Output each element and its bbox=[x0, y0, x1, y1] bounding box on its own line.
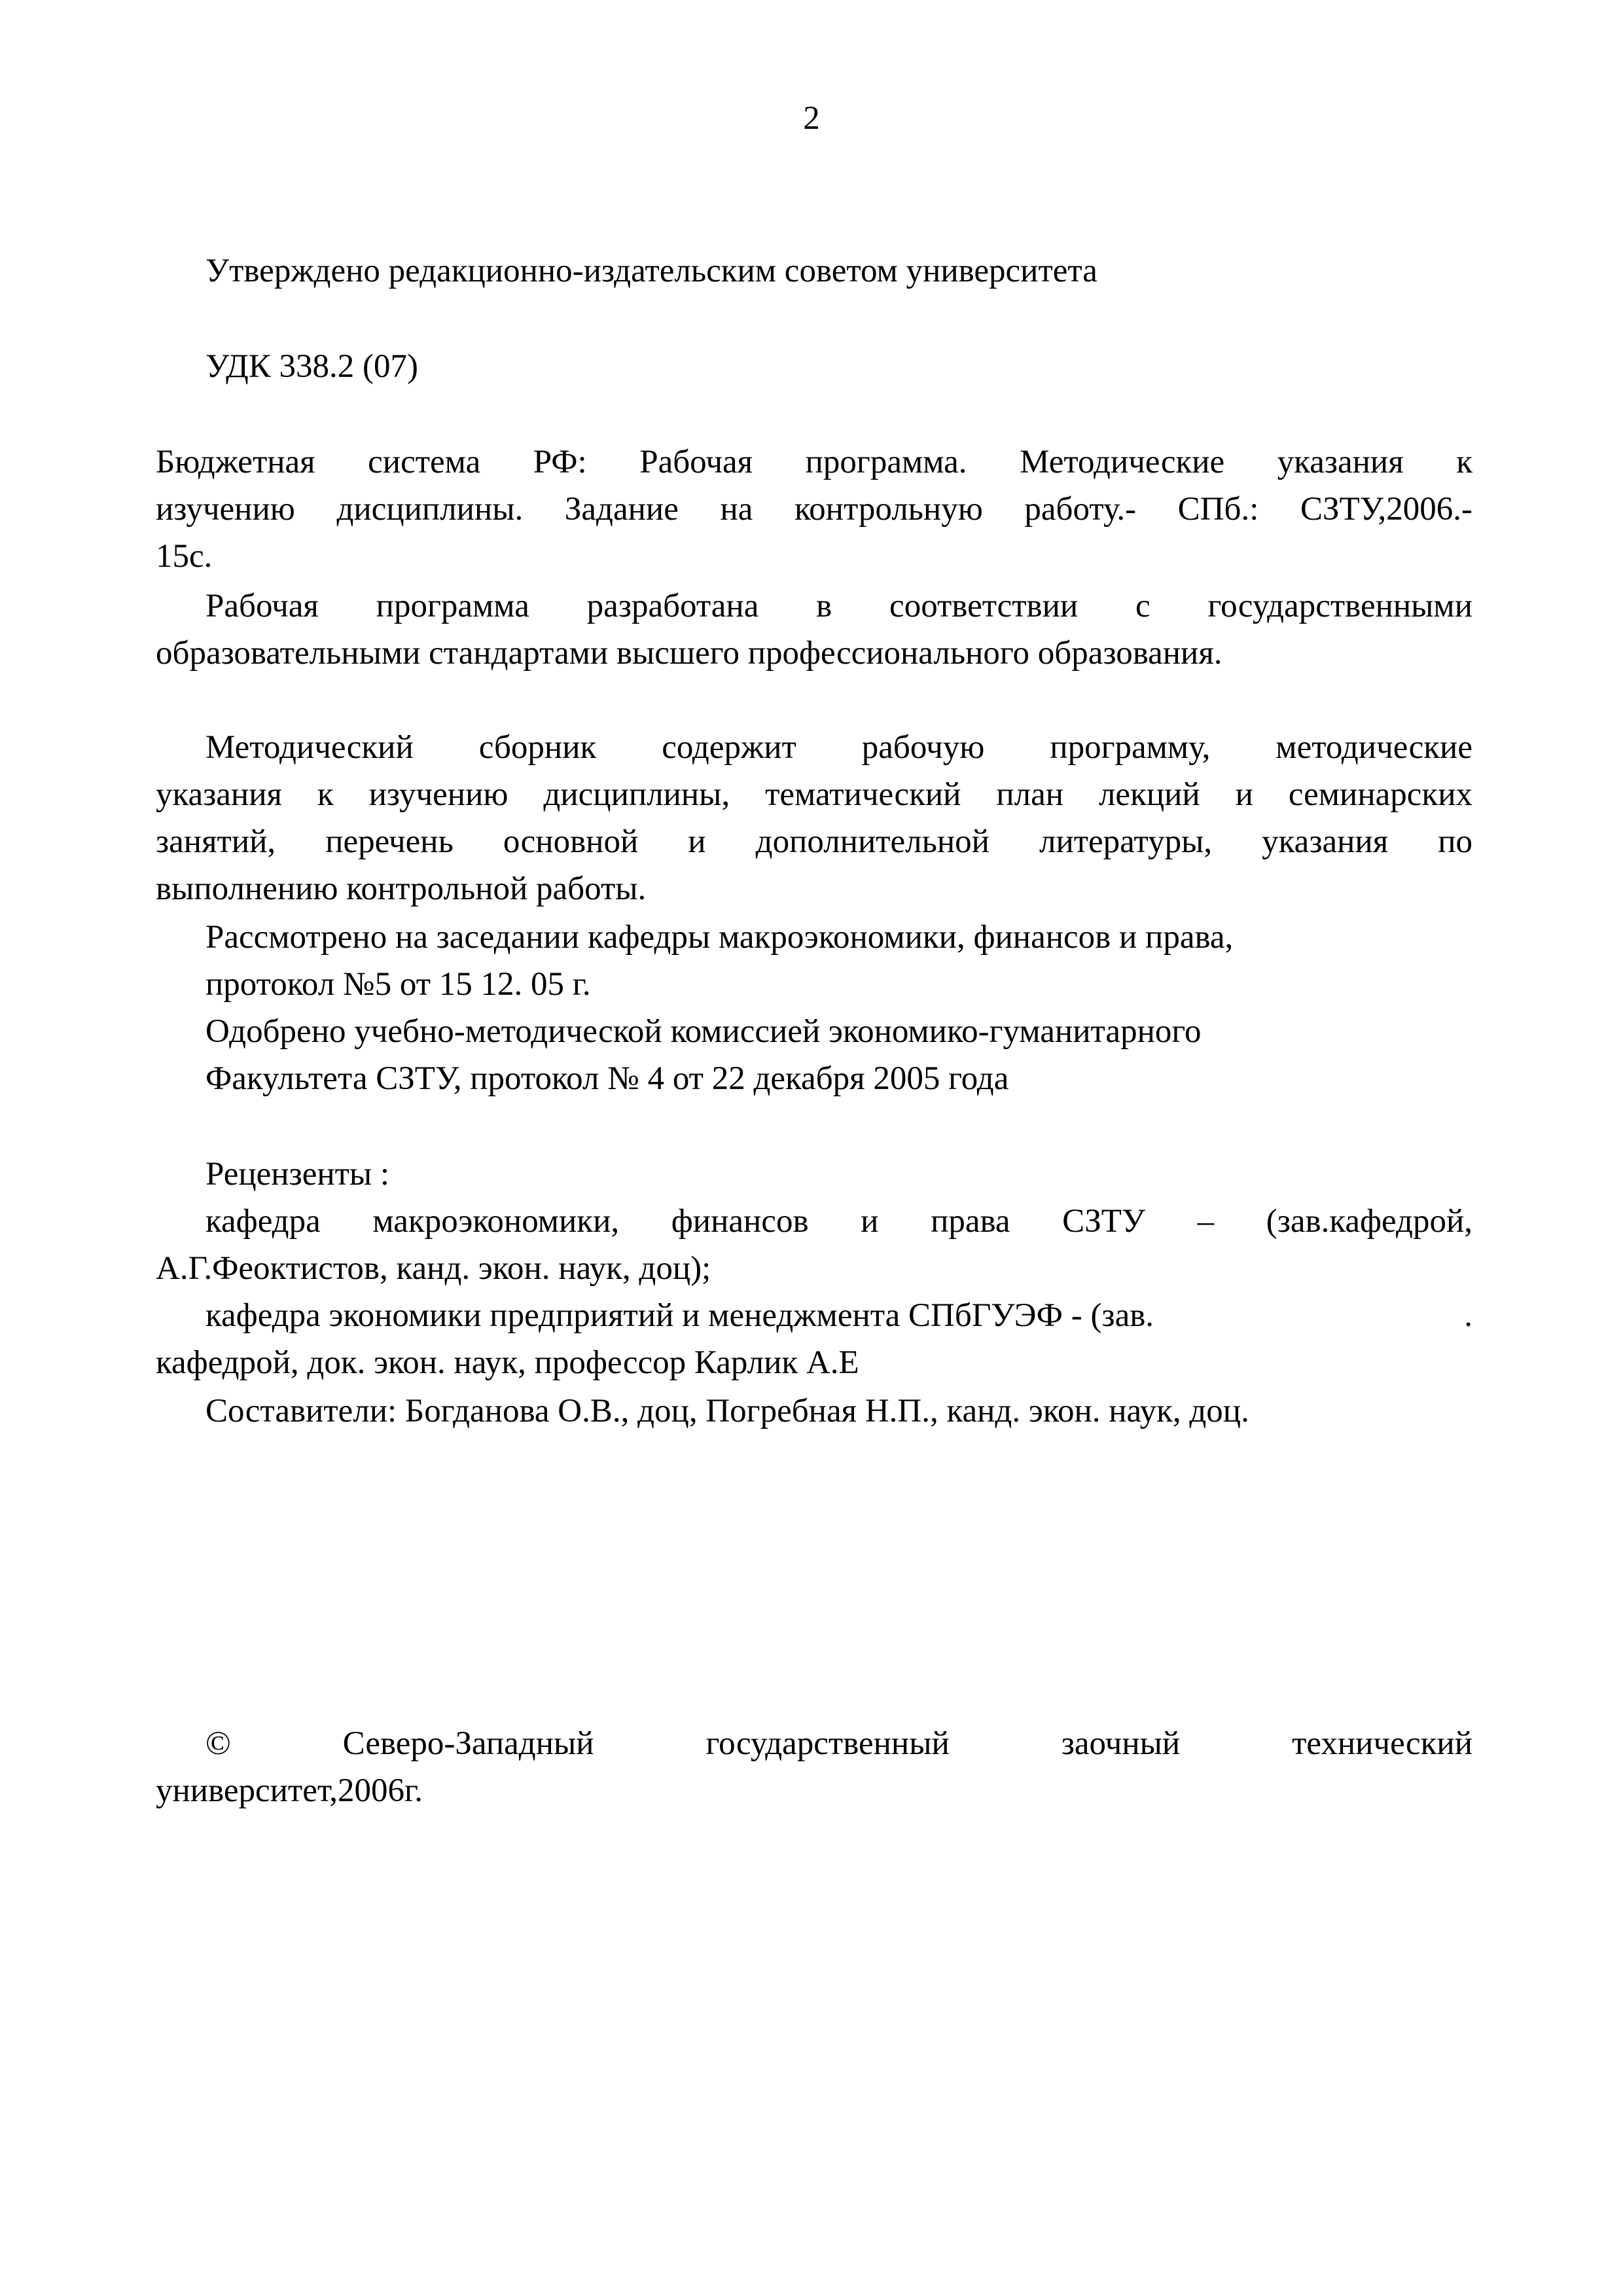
program-info-line-2: образовательными стандартами высшего профессионального образования. bbox=[156, 635, 1222, 672]
collection-info-line-3: занятий, перечень основной и дополнительной литературы, указания по bbox=[156, 823, 1472, 860]
department-consideration bbox=[156, 914, 1472, 1008]
reviewer-2-line-1: кафедра экономики предприятий и менеджмента СПбГУЭФ - (зав. bbox=[205, 1297, 1154, 1334]
considered-line-2: протокол №5 от 15 12. 05 г. bbox=[205, 966, 591, 1003]
copyright-line-1: © Северо-Западный государственный заочный технический bbox=[205, 1725, 1472, 1762]
approval-text: Утверждено редакционно-издательским советом университета bbox=[205, 253, 1097, 289]
collection-info-line-1: Методический сборник содержит рабочую программу, методические bbox=[205, 729, 1472, 766]
udk-text: УДК 338.2 (07) bbox=[205, 348, 418, 385]
reviewer-2-line-1-wrap bbox=[156, 1292, 1472, 1339]
collection-info-paragraph bbox=[156, 724, 1472, 912]
program-info-line-1: Рабочая программа разработана в соответствии с государственными bbox=[205, 588, 1472, 624]
approval-statement bbox=[156, 247, 1472, 295]
program-info-paragraph bbox=[156, 583, 1472, 677]
bibliography-line-1: Бюджетная система РФ: Рабочая программа. Методические указания к bbox=[156, 444, 1472, 480]
reviewers-heading: Рецензенты : bbox=[205, 1156, 390, 1193]
compilers bbox=[156, 1388, 1472, 1435]
copyright-line-2: университет,2006г. bbox=[156, 1772, 423, 1809]
bibliographic-description bbox=[156, 439, 1472, 580]
commission-line-2: Факультета СЗТУ, протокол № 4 от 22 декабря 2005 года bbox=[205, 1060, 1009, 1097]
compilers-text: Составители: Богданова О.В., доц, Погребная Н.П., канд. экон. наук, доц. bbox=[205, 1393, 1249, 1429]
reviewer-1-line-1: кафедра макроэкономики, финансов и права СЗТУ – (зав.кафедрой, bbox=[205, 1203, 1472, 1240]
udk-code bbox=[156, 343, 1472, 390]
copyright-notice bbox=[156, 1720, 1472, 1814]
reviewer-2-trailing-dot: . bbox=[1464, 1297, 1472, 1334]
bibliography-line-3: 15с. bbox=[156, 538, 213, 575]
reviewer-2-line-2: кафедрой, док. экон. наук, профессор Карлик А.Е bbox=[156, 1344, 859, 1381]
reviewer-1-line-2: А.Г.Феоктистов, канд. экон. наук, доц); bbox=[156, 1250, 711, 1287]
collection-info-line-2: указания к изучению дисциплины, тематический план лекций и семинарских bbox=[156, 776, 1472, 813]
considered-line-1: Рассмотрено на заседании кафедры макроэкономики, финансов и права, bbox=[205, 919, 1234, 956]
collection-info-line-4: выполнению контрольной работы. bbox=[156, 870, 647, 907]
bibliography-line-2: изучению дисциплины. Задание на контрольную работу.- СПб.: СЗТУ,2006.- bbox=[156, 491, 1472, 528]
commission-line-1: Одобрено учебно-методической комиссией экономико-гуманитарного bbox=[205, 1013, 1202, 1050]
page-number: 2 bbox=[803, 100, 820, 137]
reviewers-section bbox=[156, 1151, 1472, 1386]
commission-approval bbox=[156, 1008, 1472, 1102]
